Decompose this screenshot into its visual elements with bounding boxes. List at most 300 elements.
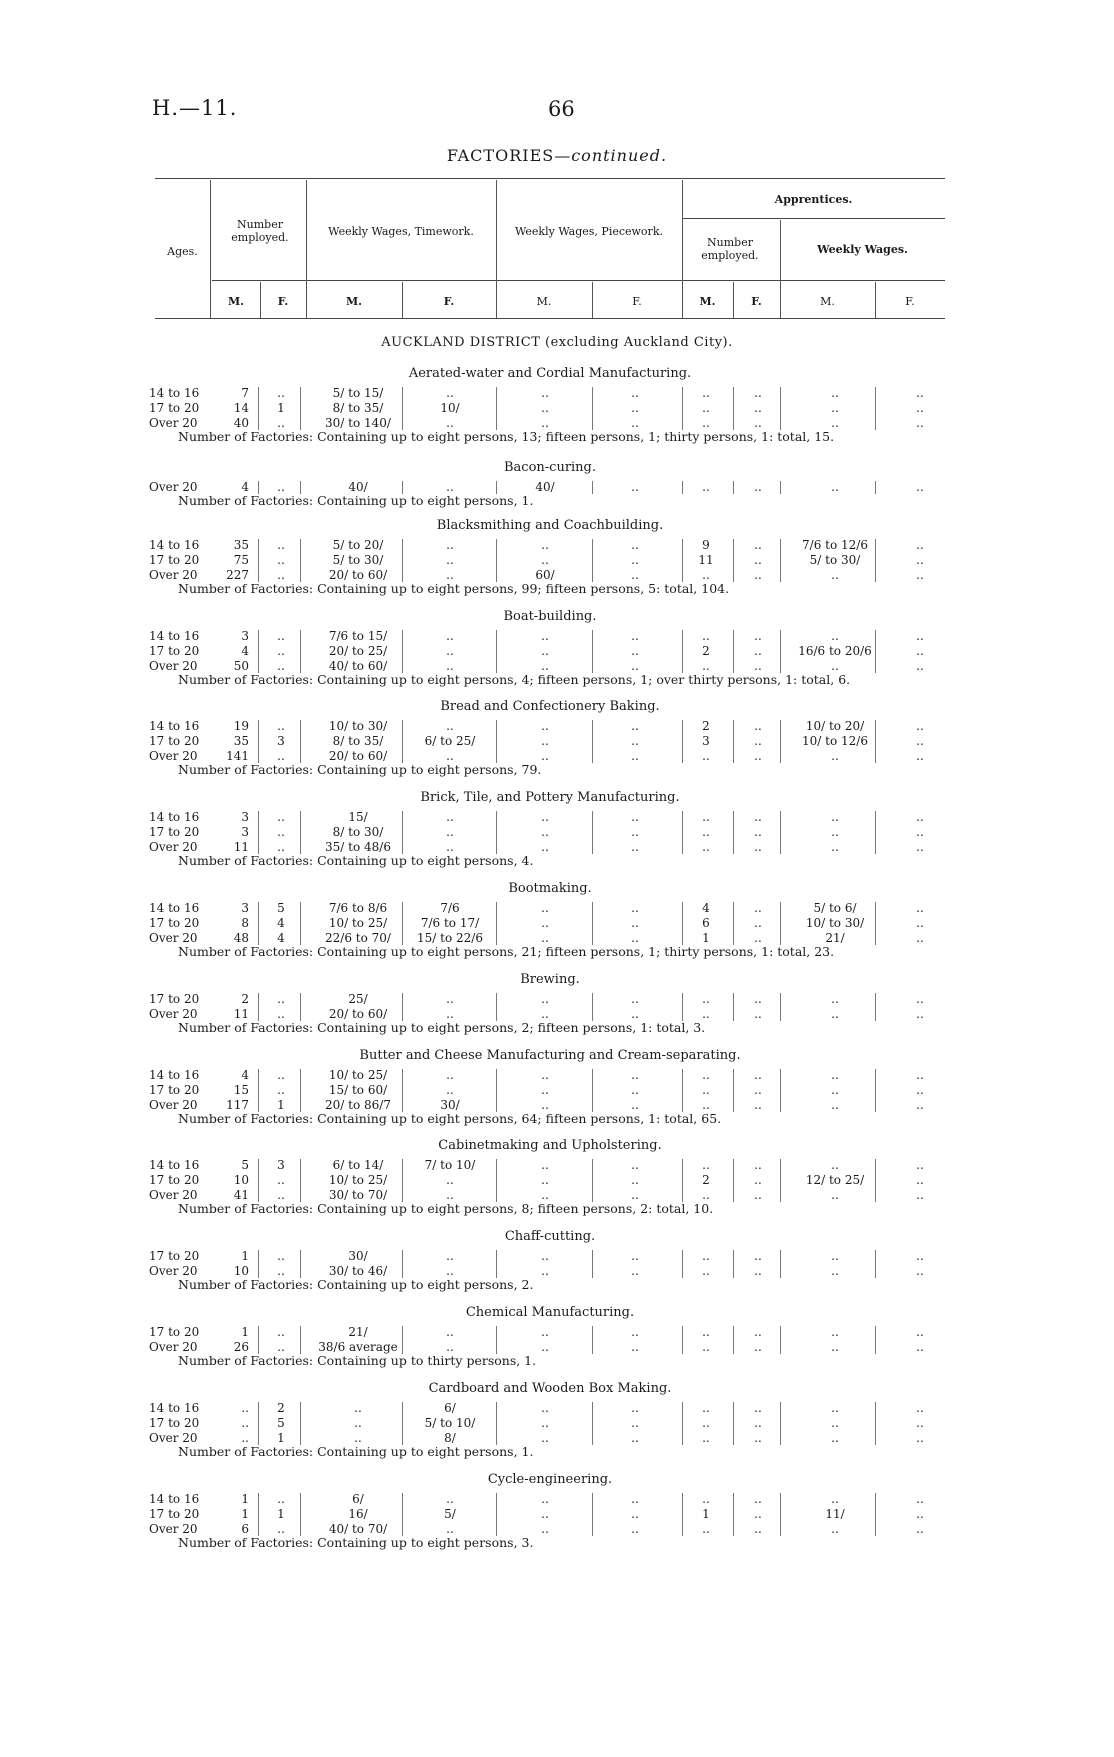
column-separator [300,1493,301,1536]
cell-am: .. [702,1522,710,1536]
cell-m: 48 [233,931,249,945]
cell-age: 14 to 16 [149,1492,200,1506]
cell-wf: .. [446,644,454,658]
cell-f: .. [277,538,285,552]
cell-m: 1 [241,1492,249,1506]
cell-wf: .. [446,719,454,733]
column-separator [875,481,876,494]
cell-age: 17 to 20 [149,1325,200,1339]
cell-f: .. [277,810,285,824]
col-f: F. [632,295,642,308]
column-separator [300,1250,301,1278]
cell-wm: .. [354,1416,362,1430]
cell-awm: .. [831,1522,839,1536]
table-row [0,1083,1114,1098]
column-separator [258,902,259,945]
cell-age: Over 20 [149,1007,198,1021]
cell-af: .. [754,1340,762,1354]
header-divider [210,180,211,318]
page-number: 66 [548,97,575,121]
cell-age: 14 to 16 [149,901,200,915]
column-separator [733,1493,734,1536]
column-separator [258,539,259,582]
cell-wf: 5/ [444,1507,456,1521]
cell-m: 4 [241,644,249,658]
cell-pf: .. [631,1249,639,1263]
section-title: Aerated-water and Cordial Manufacturing. [408,366,692,381]
cell-pm: .. [541,659,549,673]
cell-age: 17 to 20 [149,1083,200,1097]
cell-wm: 30/ to 140/ [325,416,391,430]
cell-pf: .. [631,1098,639,1112]
column-separator [496,1159,497,1202]
column-separator [402,1250,403,1278]
cell-awm: .. [831,1249,839,1263]
cell-awf: .. [916,734,924,748]
cell-awm: 5/ to 6/ [813,901,857,915]
cell-awf: .. [916,1264,924,1278]
cell-m: 26 [233,1340,249,1354]
cell-m: 10 [233,1173,249,1187]
column-separator [780,1069,781,1112]
column-separator [402,387,403,430]
cell-pf: .. [631,1492,639,1506]
cell-m: 40 [233,416,249,430]
cell-am: 2 [702,719,710,733]
cell-pm: .. [541,1007,549,1021]
cell-wf: 6/ to 25/ [424,734,476,748]
table-row [0,749,1114,764]
cell-wf: 30/ [440,1098,460,1112]
column-separator [780,811,781,854]
section-title: Bread and Confectionery Baking. [440,699,660,714]
column-separator [780,720,781,763]
table-row [0,734,1114,749]
cell-pm: .. [541,1098,549,1112]
cell-age: Over 20 [149,1264,198,1278]
cell-f: 5 [277,1416,285,1430]
cell-af: .. [754,749,762,763]
cell-awf: .. [916,916,924,930]
column-separator [496,1402,497,1445]
cell-wf: .. [446,386,454,400]
table-row [0,401,1114,416]
column-separator [592,387,593,430]
cell-f: .. [277,1340,285,1354]
cell-wm: 40/ to 60/ [328,659,388,673]
cell-wm: 35/ to 48/6 [325,840,391,854]
col-weekly-piecework: Weekly Wages, Piecework. [515,225,663,238]
col-m: M. [820,295,835,308]
cell-wm: 10/ to 25/ [328,916,388,930]
cell-am: 1 [702,1507,710,1521]
cell-m: 14 [233,401,249,415]
cell-pm: .. [541,629,549,643]
cell-age: Over 20 [149,1522,198,1536]
cell-pf: .. [631,810,639,824]
cell-m: 3 [241,629,249,643]
cell-age: 17 to 20 [149,1416,200,1430]
cell-awm: .. [831,1158,839,1172]
column-separator [875,720,876,763]
apprentices-rule [682,218,945,219]
cell-pm: .. [541,1431,549,1445]
cell-m: 117 [226,1098,249,1112]
cell-wm: 10/ to 25/ [328,1173,388,1187]
cell-af: .. [754,629,762,643]
cell-af: .. [754,916,762,930]
cell-wm: 15/ [348,810,368,824]
column-separator [682,387,683,430]
cell-m: 3 [241,901,249,915]
cell-awf: .. [916,644,924,658]
cell-am: .. [702,1188,710,1202]
cell-am: .. [702,416,710,430]
cell-awm: .. [831,401,839,415]
cell-f: .. [277,1264,285,1278]
cell-af: .. [754,931,762,945]
column-separator [402,539,403,582]
cell-af: .. [754,659,762,673]
cell-age: Over 20 [149,1098,198,1112]
cell-f: .. [277,1188,285,1202]
cell-wf: 7/6 to 17/ [420,916,480,930]
column-separator [402,1326,403,1354]
cell-af: .. [754,1188,762,1202]
column-separator [733,902,734,945]
cell-pf: .. [631,1264,639,1278]
table-row [0,1173,1114,1188]
cell-pf: .. [631,1507,639,1521]
cell-awm: .. [831,1083,839,1097]
cell-m: 4 [241,1068,249,1082]
cell-pf: .. [631,401,639,415]
cell-m: 75 [233,553,249,567]
section-title: Butter and Cheese Manufacturing and Cream-separating. [359,1048,741,1063]
cell-am: 11 [698,553,714,567]
cell-awm: 16/6 to 20/6 [798,644,872,658]
cell-am: .. [702,401,710,415]
column-separator [496,1250,497,1278]
cell-wm: 21/ [348,1325,368,1339]
col-m: M. [227,295,244,308]
column-separator [780,1493,781,1536]
cell-pm: .. [541,1249,549,1263]
cell-awf: .. [916,901,924,915]
cell-awm: 10/ to 12/6 [802,734,868,748]
cell-awm: .. [831,386,839,400]
cell-f: .. [277,1007,285,1021]
cell-m: .. [241,1431,249,1445]
cell-awf: .. [916,1068,924,1082]
cell-awf: .. [916,553,924,567]
cell-m: 8 [241,916,249,930]
cell-af: .. [754,1249,762,1263]
column-separator [496,720,497,763]
cell-wf: .. [446,1068,454,1082]
cell-f: 3 [277,1158,285,1172]
cell-wf: .. [446,1264,454,1278]
cell-af: .. [754,568,762,582]
cell-awf: .. [916,538,924,552]
cell-wm: .. [354,1431,362,1445]
column-separator [780,387,781,430]
cell-pm: .. [541,1158,549,1172]
section-title: Blacksmithing and Coachbuilding. [436,518,664,533]
cell-m: 35 [233,538,249,552]
cell-pm: .. [541,719,549,733]
cell-pf: .. [631,538,639,552]
cell-awm: .. [831,992,839,1006]
cell-pm: .. [541,734,549,748]
cell-am: .. [702,1492,710,1506]
cell-pf: .. [631,568,639,582]
col-ages: Ages. [167,245,198,258]
factories-summary: Number of Factories: Containing up to eight persons, 4. [178,853,534,868]
cell-pf: .. [631,416,639,430]
cell-awm: 21/ [825,931,845,945]
cell-f: .. [277,1068,285,1082]
table-row [0,1507,1114,1522]
column-separator [592,1069,593,1112]
column-separator [682,902,683,945]
factories-summary: Number of Factories: Containing up to eight persons, 3. [178,1535,534,1550]
table-row [0,1325,1114,1340]
column-separator [682,481,683,494]
cell-am: .. [702,386,710,400]
table-row [0,1522,1114,1537]
column-separator [592,1250,593,1278]
column-separator [258,1069,259,1112]
column-separator [258,993,259,1021]
cell-af: .. [754,734,762,748]
cell-pf: .. [631,1083,639,1097]
cell-pf: .. [631,386,639,400]
cell-awm: .. [831,840,839,854]
cell-am: 6 [702,916,710,930]
cell-awm: 7/6 to 12/6 [802,538,868,552]
cell-wm: 5/ to 30/ [332,553,384,567]
cell-af: .. [754,1264,762,1278]
cell-af: .. [754,1401,762,1415]
cell-wf: .. [446,1173,454,1187]
cell-age: 14 to 16 [149,1401,200,1415]
column-separator [402,902,403,945]
cell-wf: .. [446,825,454,839]
cell-m: 35 [233,734,249,748]
cell-wm: 15/ to 60/ [328,1083,388,1097]
table-row [0,553,1114,568]
cell-awf: .. [916,825,924,839]
cell-wm: 16/ [348,1507,368,1521]
column-separator [733,811,734,854]
cell-m: 5 [241,1158,249,1172]
cell-af: .. [754,1007,762,1021]
cell-age: 14 to 16 [149,538,200,552]
cell-wm: 22/6 to 70/ [325,931,391,945]
cell-wm: 25/ [348,992,368,1006]
column-separator [875,1069,876,1112]
cell-age: 17 to 20 [149,1507,200,1521]
column-separator [733,1069,734,1112]
column-separator [875,993,876,1021]
cell-pm: .. [541,416,549,430]
column-separator [682,1493,683,1536]
cell-wm: 20/ to 60/ [328,749,388,763]
cell-m: 1 [241,1325,249,1339]
column-separator [258,811,259,854]
column-separator [300,1069,301,1112]
cell-pf: .. [631,1431,639,1445]
cell-af: .. [754,538,762,552]
cell-wf: .. [446,1522,454,1536]
col-apprentice-number-employed: Number employed. [701,236,759,262]
cell-f: 4 [277,931,285,945]
cell-am: .. [702,749,710,763]
cell-m: 50 [233,659,249,673]
cell-wm: 20/ to 60/ [328,568,388,582]
cell-awm: .. [831,629,839,643]
cell-am: .. [702,1098,710,1112]
cell-age: Over 20 [149,1431,198,1445]
cell-awf: .. [916,1007,924,1021]
table-row [0,810,1114,825]
column-separator [592,481,593,494]
cell-f: .. [277,1325,285,1339]
cell-pm: .. [541,1083,549,1097]
cell-wm: 7/6 to 8/6 [328,901,388,915]
cell-age: 14 to 16 [149,629,200,643]
cell-pm: .. [541,916,549,930]
column-separator [682,539,683,582]
column-separator [682,993,683,1021]
cell-wm: 8/ to 35/ [332,734,384,748]
cell-age: 14 to 16 [149,386,200,400]
cell-af: .. [754,1492,762,1506]
cell-f: 5 [277,901,285,915]
cell-wf: .. [446,810,454,824]
cell-f: 3 [277,734,285,748]
column-separator [875,1402,876,1445]
cell-pm: .. [541,1264,549,1278]
title-suffix: —continued. [554,146,668,165]
column-separator [496,811,497,854]
column-separator [875,1250,876,1278]
column-separator [402,630,403,673]
cell-awf: .. [916,992,924,1006]
cell-af: .. [754,1158,762,1172]
cell-af: .. [754,553,762,567]
cell-af: .. [754,992,762,1006]
table-row [0,1249,1114,1264]
cell-m: 19 [233,719,249,733]
cell-age: Over 20 [149,931,198,945]
col-apprentices: Apprentices. [774,193,853,206]
cell-awf: .. [916,629,924,643]
cell-age: 17 to 20 [149,1173,200,1187]
cell-pf: .. [631,749,639,763]
cell-wf: .. [446,1188,454,1202]
cell-pf: .. [631,1188,639,1202]
cell-m: 11 [233,840,249,854]
cell-pf: .. [631,1325,639,1339]
cell-am: .. [702,810,710,824]
column-separator [592,1159,593,1202]
cell-f: .. [277,644,285,658]
cell-am: 3 [702,734,710,748]
cell-am: .. [702,659,710,673]
cell-am: .. [702,1007,710,1021]
col-m: M. [345,295,362,308]
cell-wf: .. [446,1083,454,1097]
cell-pm: .. [541,1507,549,1521]
column-separator [300,539,301,582]
cell-f: .. [277,416,285,430]
cell-pm: .. [541,1068,549,1082]
cell-wf: .. [446,749,454,763]
cell-pf: .. [631,629,639,643]
cell-awm: .. [831,659,839,673]
cell-am: .. [702,825,710,839]
column-separator [258,1326,259,1354]
column-separator [875,1493,876,1536]
cell-f: .. [277,386,285,400]
cell-awf: .. [916,659,924,673]
cell-f: 1 [277,1507,285,1521]
cell-wm: 20/ to 60/ [328,1007,388,1021]
column-separator [780,1250,781,1278]
col-weekly-timework: Weekly Wages, Timework. [328,225,474,238]
cell-am: 2 [702,1173,710,1187]
cell-awf: .. [916,1522,924,1536]
cell-m: 11 [233,1007,249,1021]
factories-summary: Number of Factories: Containing up to eight persons, 4; fifteen persons, 1; over thirty persons, 1: total, 6. [178,672,851,687]
column-separator [780,902,781,945]
cell-awf: .. [916,1083,924,1097]
cell-pm: .. [541,1173,549,1187]
cell-pf: .. [631,1401,639,1415]
cell-wf: .. [446,538,454,552]
column-separator [300,630,301,673]
table-row [0,386,1114,401]
col-f: F. [905,295,915,308]
cell-awm: .. [831,825,839,839]
cell-pm: .. [541,644,549,658]
column-separator [592,539,593,582]
section-title: Cardboard and Wooden Box Making. [428,1381,672,1396]
column-separator [875,387,876,430]
cell-age: 17 to 20 [149,825,200,839]
cell-wf: .. [446,1007,454,1021]
column-separator [402,720,403,763]
column-separator [875,630,876,673]
cell-pf: .. [631,1173,639,1187]
cell-pf: .. [631,1158,639,1172]
column-separator [258,1493,259,1536]
factories-summary: Number of Factories: Containing up to eight persons, 99; fifteen persons, 5: total, 104. [178,581,730,596]
cell-wf: .. [446,1249,454,1263]
cell-wm: 10/ to 30/ [328,719,388,733]
cell-pm: .. [541,553,549,567]
table-row [0,480,1114,495]
cell-af: .. [754,1507,762,1521]
column-separator [682,1326,683,1354]
col-m: M. [699,295,716,308]
cell-awm: 11/ [825,1507,845,1521]
cell-pm: .. [541,825,549,839]
factories-summary: Number of Factories: Containing up to eight persons, 21; fifteen persons, 1; thirty persons, 1: total, 23. [178,944,835,959]
cell-awf: .. [916,1098,924,1112]
